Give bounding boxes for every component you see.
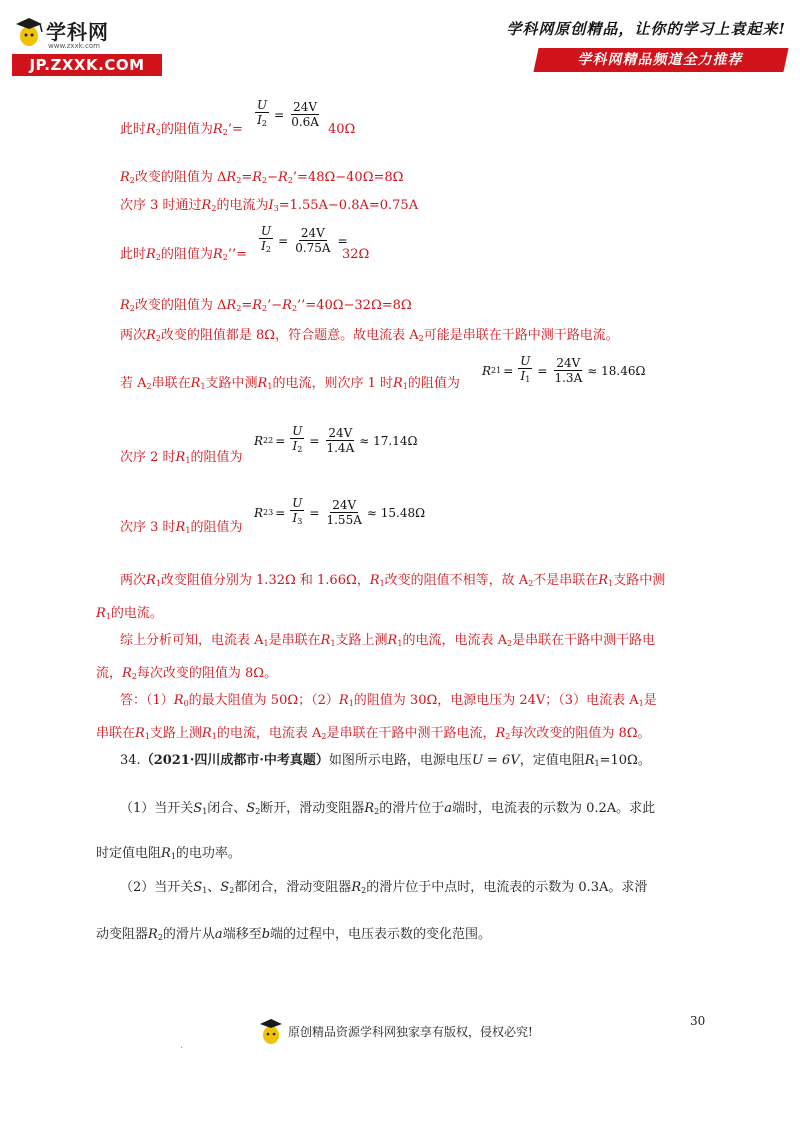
page-number: 30 <box>690 1014 706 1028</box>
footer-dot: . <box>180 1040 184 1051</box>
logo-brand-text: 学科网 <box>46 20 109 44</box>
result-value: 40Ω <box>328 122 356 137</box>
text-line: 次序 2 时$R_1$的阻值为 <box>120 450 243 465</box>
recommend-badge: 学科网精品频道全力推荐 <box>533 48 788 72</box>
text-line: $R_2$改变的阻值为 $\Delta R_2=R_2-R_2’=48\Omega-40\Omega=8\Omega$ <box>120 170 404 185</box>
paragraph: 综上分析可知，电流表 $A_1$是串联在$R_1$支路上测$R_1$的电流，电流表 $A_2$是串联在干路中测干路电 流，$R_2$每次改变的阻值为 8Ω。 <box>96 633 656 681</box>
text-line: 此时$R_2$的阻值为$R_2’=$ <box>120 122 243 137</box>
mascot-icon <box>12 14 46 48</box>
copyright-text: 原创精品资源学科网独家享有版权，侵权必究! <box>288 1024 533 1039</box>
question-stem: 34.（2021·四川成都市·中考真题）如图所示电路，电源电压U = 6V，定值电阻$R_1=10\Omega$。 <box>120 753 651 768</box>
mascot-icon <box>258 1016 284 1046</box>
question-part-2: （2）当开关$S_1$、$S_2$都闭合，滑动变阻器$R_2$的滑片位于中点时，电流表的示数为 0.3A。求滑 动变阻器$R_2$的滑片从a端移至b端的过程中，电压表示数的变化范围。 <box>96 880 648 942</box>
formula: R 23 = $\frac{U}{I_3}$ = $\frac{24V}{1.55A}$ ≈ 15.48Ω <box>254 496 426 527</box>
logo-sub-text: www.zxxk.com <box>48 42 100 50</box>
logo-url-banner[interactable]: JP.ZXXK.COM <box>12 54 162 76</box>
text-line: $R_2$改变的阻值为 $\Delta R_2=R_2’-R_2’’=40\Omega-32\Omega=8\Omega$ <box>120 298 412 313</box>
paragraph: 两次$R_1$改变阻值分别为 1.32Ω 和 1.66Ω，$R_1$改变的阻值不相等，故 $A_2$不是串联在$R_1$支路中测 $R_1$的电流。 <box>96 573 666 621</box>
formula: $\frac{U}{I_2}$ = $\frac{24V}{0.75A}$ = <box>261 224 348 255</box>
formula: R 22 = $\frac{U}{I_2}$ = $\frac{24V}{1.4A}$ ≈ 17.14Ω <box>254 424 418 455</box>
result-value: 32Ω <box>342 247 370 262</box>
formula: $\frac{U}{I_2}$ = $\frac{24V}{0.6A}$ <box>257 98 319 129</box>
answer-paragraph: 答：$(1)R_0$的最大阻值为 50Ω；$(2)R_1$的阻值为 30Ω，电源电压为 24V；（3）电流表 $A_1$是 串联在$R_1$支路上测$R_1$的电流，电流表 $A_2$是串联在干路中测干路电流，$R_2$每次改变的阻值为 8Ω。 <box>96 693 657 741</box>
formula: R 21 = $\frac{U}{I_1}$ = $\frac{24V}{1.3A}$ ≈ 18.46Ω <box>482 354 646 385</box>
footer <box>258 1014 533 1048</box>
question-part-1: （1）当开关$S_1$闭合、$S_2$断开，滑动变阻器$R_2$的滑片位于a端时，电流表的示数为 0.2A。求此 时定值电阻$R_1$的电功率。 <box>96 801 656 861</box>
header-slogan <box>496 18 786 68</box>
text-line: 此时$R_2$的阻值为$R_2’’=$ <box>120 247 247 262</box>
slogan-text: 学科网原创精品，让你的学习上袁起来! <box>506 20 786 38</box>
text-line: 次序 3 时$R_1$的阻值为 <box>120 520 243 535</box>
text-line: 若 $A_2$串联在$R_1$支路中测$R_1$的电流，则次序 1 时$R_1$的阻值为 <box>120 376 460 391</box>
text-line: 两次$R_2$改变的阻值都是 8Ω，符合题意。故电流表 $A_2$可能是串联在干路中测干路电流。 <box>120 328 619 343</box>
text-line: 次序 3 时通过$R_2$的电流为$I_3=1.55A-0.8A=0.75A$ <box>120 198 419 213</box>
site-logo[interactable] <box>12 14 162 74</box>
